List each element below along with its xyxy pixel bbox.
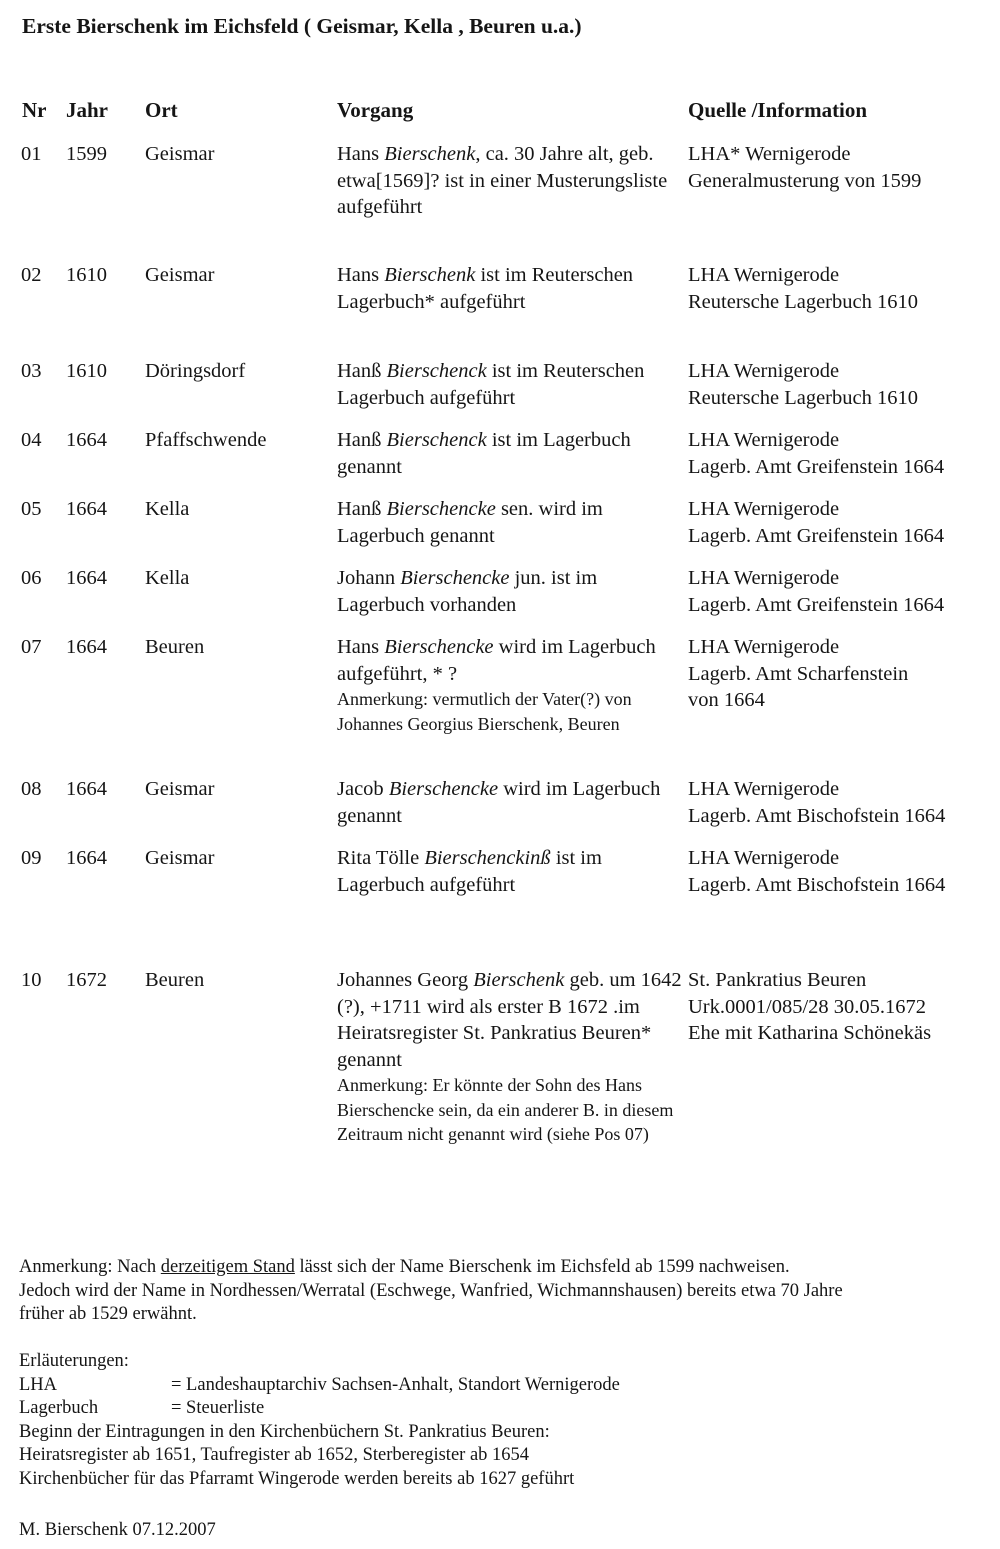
- table-cell: [66, 967, 136, 994]
- vorgang-text: Hans: [337, 636, 385, 658]
- cell-jahr: 1664: [66, 847, 107, 869]
- cell-jahr: 1664: [66, 778, 107, 800]
- table-cell: [145, 141, 335, 168]
- table-cell: [688, 565, 998, 618]
- quelle-line: Lagerb. Amt Bischofstein 1664: [688, 804, 946, 827]
- header-vorgang: Vorgang: [337, 98, 414, 122]
- table-cell: [337, 845, 682, 898]
- cell-jahr: 1664: [66, 498, 107, 520]
- family-name: Bierschenk: [473, 969, 565, 991]
- table-cell: [337, 967, 682, 1147]
- quelle-line: Ehe mit Katharina Schönekäs: [688, 1022, 932, 1044]
- table-cell: [145, 565, 335, 592]
- table-cell: [688, 496, 998, 549]
- cell-nr: 09: [21, 847, 42, 869]
- explanations-block: [19, 1350, 620, 1491]
- header-ort: Ort: [145, 98, 178, 122]
- vorgang-text: , ca. 30 Jahre alt, geb. etwa[1569]? ist in einer Musterungsliste aufgeführt: [337, 143, 668, 218]
- remark-line-3: früher ab 1529 erwähnt.: [19, 1304, 197, 1324]
- document-title: Erste Bierschenk im Eichsfeld ( Geismar, Kella , Beuren u.a.): [22, 14, 582, 38]
- vorgang-text: ist im Reuterschen Lagerbuch* aufgeführt: [337, 264, 634, 313]
- table-cell: [145, 634, 335, 661]
- table-cell: [688, 358, 998, 411]
- cell-ort: Geismar: [145, 778, 215, 800]
- table-cell: [688, 634, 998, 714]
- cell-nr: 06: [21, 567, 42, 589]
- table-cell: [145, 496, 335, 523]
- footnote-remark: [19, 1256, 843, 1327]
- quelle-line: LHA Wernigerode: [688, 847, 840, 869]
- cell-nr: 01: [21, 143, 42, 165]
- vorgang-text: ist im Lagerbuch genannt: [337, 429, 631, 478]
- quelle-line: LHA Wernigerode: [688, 567, 840, 589]
- vorgang-text: ist im Reuterschen Lagerbuch aufgeführt: [337, 360, 645, 409]
- table-cell: [21, 845, 61, 872]
- remark-text-post: lässt sich der Name Bierschenk im Eichsfeld ab 1599 nachweisen.: [294, 1257, 790, 1277]
- table-cell: [337, 427, 682, 480]
- quelle-line: St. Pankratius Beuren: [688, 969, 867, 991]
- family-name: Bierschenk: [384, 143, 476, 165]
- explanation-line: Kirchenbücher für das Pfarramt Wingerode werden bereits ab 1627 geführt: [19, 1468, 575, 1489]
- signature: M. Bierschenk 07.12.2007: [19, 1520, 216, 1540]
- vorgang-text: Johann: [337, 567, 401, 589]
- vorgang-note: Anmerkung: Er könnte der Sohn des Hans Bierschencke sein, da ein anderer B. in diesem Zeitraum nicht genannt wird (siehe Pos 07): [337, 1075, 674, 1144]
- cell-jahr: 1599: [66, 143, 107, 165]
- table-cell: [66, 358, 136, 385]
- vorgang-text: wird im Lagerbuch aufgeführt, * ?: [337, 636, 656, 685]
- cell-nr: 03: [21, 360, 42, 382]
- explanations-heading: Erläuterungen:: [19, 1351, 129, 1371]
- vorgang-text: ist im Lagerbuch aufgeführt: [337, 847, 602, 896]
- quelle-line: LHA Wernigerode: [688, 360, 840, 382]
- cell-ort: Geismar: [145, 847, 215, 869]
- table-cell: [337, 565, 682, 618]
- table-cell: [145, 427, 335, 454]
- table-cell: [21, 427, 61, 454]
- family-name: Bierschencke: [384, 636, 494, 658]
- quelle-line: Urk.0001/085/28 30.05.1672: [688, 995, 927, 1018]
- table-cell: [66, 565, 136, 592]
- table-cell: [337, 262, 682, 315]
- cell-nr: 10: [21, 969, 42, 991]
- header-quelle: Quelle /Information: [688, 98, 868, 122]
- quelle-line: Lagerb. Amt Greifenstein 1664: [688, 593, 945, 616]
- cell-nr: 02: [21, 264, 42, 286]
- vorgang-text: Rita Tölle: [337, 847, 425, 869]
- table-cell: [688, 427, 998, 480]
- table-cell: [688, 776, 998, 829]
- vorgang-text: Jacob: [337, 778, 389, 800]
- table-cell: [337, 634, 682, 736]
- table-cell: [21, 141, 61, 168]
- cell-nr: 04: [21, 429, 42, 451]
- quelle-line: Lagerb. Amt Greifenstein 1664: [688, 455, 945, 478]
- explanation-row: [19, 1374, 620, 1398]
- header-nr: Nr: [22, 98, 47, 122]
- family-name: Bierschencke: [388, 778, 499, 800]
- table-cell: [688, 845, 998, 898]
- table-cell: [21, 967, 61, 994]
- table-cell: [21, 776, 61, 803]
- cell-jahr: 1610: [66, 264, 107, 286]
- cell-ort: Geismar: [145, 264, 215, 286]
- explanation-term: LHA: [19, 1374, 58, 1395]
- cell-jahr: 1664: [66, 636, 107, 658]
- quelle-line: LHA Wernigerode: [688, 264, 840, 286]
- table-cell: [337, 776, 682, 829]
- family-name: Bierschenk: [384, 264, 476, 286]
- table-cell: [145, 845, 335, 872]
- quelle-line: Lagerb. Amt Scharfenstein: [688, 662, 909, 685]
- family-name: Bierschenck: [386, 429, 487, 451]
- vorgang-text: Hanß: [337, 429, 387, 451]
- explanation-definition: = Landeshauptarchiv Sachsen-Anhalt, Standort Wernigerode: [171, 1374, 620, 1395]
- header-jahr: Jahr: [66, 98, 108, 122]
- cell-nr: 07: [21, 636, 42, 658]
- cell-jahr: 1672: [66, 969, 107, 991]
- vorgang-text: Johannes Georg: [337, 969, 474, 991]
- quelle-line: LHA Wernigerode: [688, 778, 840, 800]
- quelle-line: Lagerb. Amt Bischofstein 1664: [688, 873, 946, 896]
- cell-ort: Döringsdorf: [145, 360, 246, 382]
- quelle-line: Reutersche Lagerbuch 1610: [688, 290, 918, 313]
- table-cell: [337, 496, 682, 549]
- family-name: Bierschencke: [386, 498, 496, 520]
- quelle-line: Reutersche Lagerbuch 1610: [688, 386, 918, 409]
- table-cell: [145, 262, 335, 289]
- cell-nr: 05: [21, 498, 42, 520]
- table-cell: [66, 427, 136, 454]
- explanation-line: Heiratsregister ab 1651, Taufregister ab 1652, Sterberegister ab 1654: [19, 1445, 530, 1465]
- cell-ort: Geismar: [145, 143, 215, 165]
- vorgang-text: Hanß: [337, 360, 387, 382]
- explanation-row: [19, 1397, 620, 1421]
- cell-jahr: 1664: [66, 429, 107, 451]
- table-cell: [66, 845, 136, 872]
- cell-nr: 08: [21, 778, 42, 800]
- table-cell: [21, 634, 61, 661]
- explanation-line: Beginn der Eintragungen in den Kirchenbüchern St. Pankratius Beuren:: [19, 1421, 550, 1442]
- table-cell: [66, 141, 136, 168]
- cell-ort: Kella: [145, 498, 190, 520]
- cell-ort: Beuren: [145, 969, 205, 991]
- family-name: Bierschenckinß: [424, 847, 551, 869]
- table-cell: [688, 141, 998, 194]
- quelle-line: Lagerb. Amt Greifenstein 1664: [688, 524, 945, 547]
- table-cell: [66, 776, 136, 803]
- table-cell: [21, 496, 61, 523]
- quelle-line: LHA* Wernigerode: [688, 143, 851, 165]
- vorgang-text: Hans: [337, 143, 385, 165]
- remark-underlined: derzeitigem Stand: [160, 1257, 295, 1277]
- table-cell: [145, 776, 335, 803]
- cell-ort: Kella: [145, 567, 190, 589]
- table-cell: [337, 358, 682, 411]
- explanation-term: Lagerbuch: [19, 1398, 99, 1418]
- cell-jahr: 1610: [66, 360, 107, 382]
- vorgang-text: geb. um 1642 (?), +1711 wird als erster B 1672 .im Heiratsregister St. Pankratius Beuren* genannt: [337, 969, 682, 1071]
- explanation-definition: = Steuerliste: [171, 1398, 265, 1418]
- vorgang-text: wird im Lagerbuch genannt: [337, 778, 661, 827]
- vorgang-text: Hanß: [337, 498, 387, 520]
- table-cell: [688, 967, 998, 1047]
- table-cell: [21, 358, 61, 385]
- vorgang-text: jun. ist im Lagerbuch vorhanden: [337, 567, 598, 616]
- cell-ort: Beuren: [145, 636, 205, 658]
- table-cell: [66, 634, 136, 661]
- quelle-line: LHA Wernigerode: [688, 429, 840, 451]
- remark-line-2: Jedoch wird der Name in Nordhessen/Werratal (Eschwege, Wanfried, Wichmannshausen) bereits etwa 70 Jahre: [19, 1280, 843, 1301]
- quelle-line: LHA Wernigerode: [688, 498, 840, 520]
- family-name: Bierschenck: [386, 360, 487, 382]
- family-name: Bierschencke: [400, 567, 510, 589]
- table-cell: [145, 358, 335, 385]
- quelle-line: von 1664: [688, 689, 765, 711]
- table-cell: [337, 141, 682, 221]
- cell-jahr: 1664: [66, 567, 107, 589]
- remark-text-pre: Anmerkung: Nach: [19, 1257, 161, 1277]
- table-cell: [66, 262, 136, 289]
- vorgang-text: Hans: [337, 264, 385, 286]
- table-cell: [21, 565, 61, 592]
- vorgang-text: sen. wird im Lagerbuch genannt: [337, 498, 603, 547]
- table-cell: [688, 262, 998, 315]
- table-cell: [66, 496, 136, 523]
- quelle-line: LHA Wernigerode: [688, 636, 840, 658]
- vorgang-note: Anmerkung: vermutlich der Vater(?) von Johannes Georgius Bierschenk, Beuren: [337, 689, 632, 734]
- table-cell: [145, 967, 335, 994]
- table-cell: [21, 262, 61, 289]
- cell-ort: Pfaffschwende: [145, 429, 267, 451]
- quelle-line: Generalmusterung von 1599: [688, 169, 922, 192]
